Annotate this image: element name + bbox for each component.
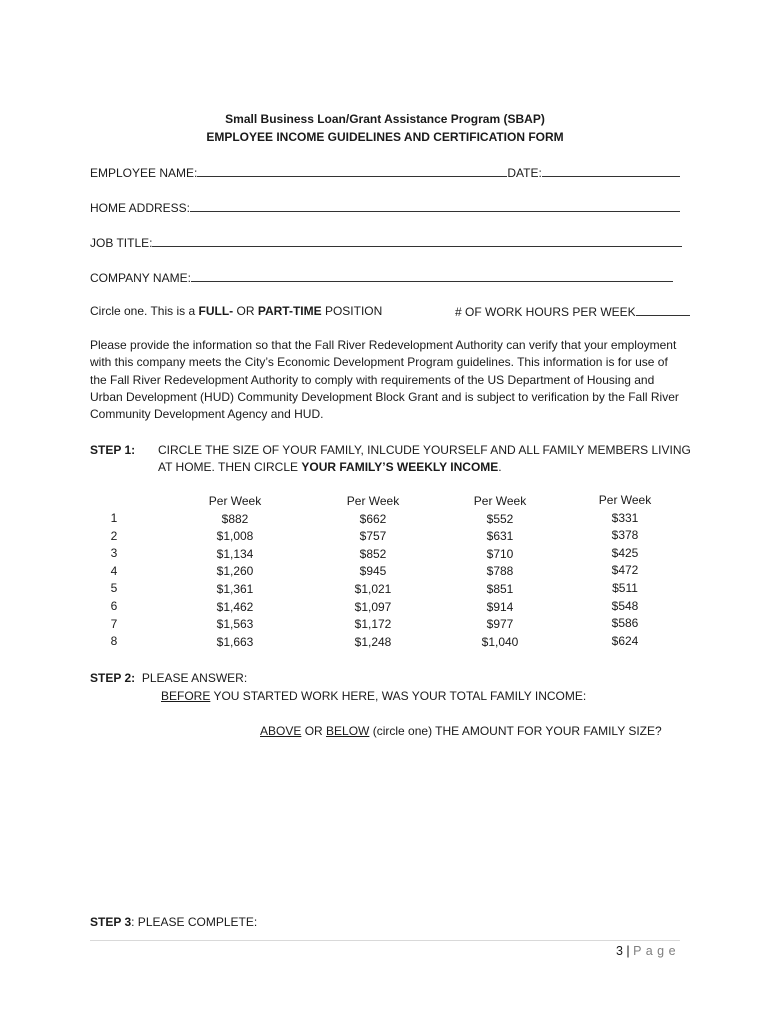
income-column-3: [455, 493, 545, 651]
page-word: P a g e: [633, 944, 677, 958]
job-title-row: [90, 235, 682, 251]
income-cell[interactable]: $788: [486, 564, 514, 579]
income-cell[interactable]: $472: [611, 563, 639, 578]
step2-label: STEP 2:: [90, 671, 136, 685]
above-option[interactable]: ABOVE: [260, 724, 302, 738]
below-option[interactable]: BELOW: [326, 724, 370, 738]
part-time-option[interactable]: PART-TIME: [257, 304, 322, 318]
work-hours-label: # OF WORK HOURS PER WEEK: [455, 305, 636, 319]
family-size[interactable]: 4: [110, 563, 118, 578]
form-title-line1: Small Business Loan/Grant Assistance Program (SBAP): [225, 112, 545, 126]
or-text: OR: [301, 724, 327, 738]
employee-name-field[interactable]: [197, 165, 507, 177]
step3-header: [90, 915, 257, 930]
income-cell[interactable]: $977: [486, 617, 514, 632]
position-text: POSITION: [321, 304, 383, 318]
or-text: OR: [233, 304, 258, 318]
step1-line2: [158, 460, 502, 475]
family-size[interactable]: 7: [110, 616, 118, 631]
income-cell[interactable]: $1,040: [481, 634, 519, 649]
footer-divider: [90, 940, 680, 941]
income-cell[interactable]: $552: [486, 511, 514, 526]
income-cell[interactable]: $631: [486, 529, 514, 544]
income-cell[interactable]: $662: [359, 511, 387, 526]
income-column-2: [328, 493, 418, 651]
income-cell[interactable]: $710: [486, 546, 514, 561]
before-word: BEFORE: [161, 689, 211, 703]
family-size[interactable]: 2: [110, 528, 118, 543]
family-size[interactable]: 1: [110, 511, 118, 525]
income-cell[interactable]: $425: [611, 545, 639, 560]
column-header: Per Week: [473, 494, 527, 508]
step2-question-text: YOU STARTED WORK HERE, WAS YOUR TOTAL FAMILY INCOME:: [210, 689, 587, 703]
home-address-field[interactable]: [190, 200, 680, 212]
income-cell[interactable]: $914: [486, 599, 514, 614]
step1-line2-suffix: .: [498, 460, 502, 474]
step1-line2-bold: YOUR FAMILY’S WEEKLY INCOME: [301, 460, 499, 474]
income-cell[interactable]: $624: [611, 633, 639, 648]
page-footer: [616, 944, 676, 959]
income-cell[interactable]: $1,462: [216, 599, 254, 614]
work-hours-field[interactable]: [636, 304, 690, 316]
income-cell[interactable]: $1,097: [354, 599, 392, 614]
income-cell[interactable]: $1,361: [216, 581, 254, 596]
income-cell[interactable]: $851: [486, 581, 514, 596]
income-cell[interactable]: $378: [611, 528, 639, 543]
date-label: DATE:: [507, 166, 542, 180]
page-separator: |: [622, 944, 634, 958]
income-column-1: [190, 493, 280, 651]
company-name-row: [90, 270, 673, 286]
family-size[interactable]: 5: [110, 581, 118, 596]
income-cell[interactable]: $1,172: [354, 617, 392, 632]
income-cell[interactable]: $1,021: [354, 581, 392, 596]
step1-line1: CIRCLE THE SIZE OF YOUR FAMILY, INLCUDE YOURSELF AND ALL FAMILY MEMBERS LIVING: [158, 443, 691, 457]
income-cell[interactable]: $1,260: [216, 564, 254, 579]
job-title-label: JOB TITLE:: [90, 236, 153, 250]
intro-paragraph: Please provide the information so that the Fall River Redevelopment Authority can verify that your employment with this company meets the City’s Economic Development Program guidelines. This information is for use of the Fall River Redevelopment Authority to comply with requirements of the US Department of Housing and Urban Development (HUD) Community Development Block Grant and is subject to verification by the Fall River Community Development Agency and HUD.: [90, 338, 679, 422]
employee-name-row: [90, 165, 680, 181]
step2-header: [90, 671, 247, 686]
company-name-field[interactable]: [191, 270, 673, 282]
income-cell[interactable]: $1,134: [216, 546, 254, 561]
page-number: 3: [616, 944, 623, 958]
income-cell[interactable]: $757: [359, 529, 387, 544]
family-size[interactable]: 3: [110, 546, 118, 561]
step1-line2-prefix: AT HOME. THEN CIRCLE: [158, 460, 302, 474]
date-field[interactable]: [542, 165, 680, 177]
income-cell[interactable]: $882: [221, 511, 249, 526]
form-title-line2: EMPLOYEE INCOME GUIDELINES AND CERTIFICATION FORM: [206, 130, 564, 144]
step2-answer-suffix: (circle one) THE AMOUNT FOR YOUR FAMILY SIZE?: [369, 724, 662, 738]
step3-prompt: : PLEASE COMPLETE:: [131, 915, 258, 929]
income-cell[interactable]: $1,663: [216, 634, 254, 649]
step3-label: STEP 3: [90, 915, 132, 929]
income-cell[interactable]: $511: [612, 580, 638, 595]
income-column-4: [580, 492, 670, 650]
step2-answer-row: [260, 724, 662, 739]
income-cell[interactable]: $548: [611, 598, 639, 613]
work-hours-row: [455, 304, 690, 320]
family-size[interactable]: 8: [110, 634, 118, 649]
full-time-option[interactable]: FULL-: [198, 304, 234, 318]
company-name-label: COMPANY NAME:: [90, 271, 191, 285]
income-cell[interactable]: $1,248: [354, 634, 392, 649]
job-title-field[interactable]: [152, 235, 682, 247]
step2-question: [161, 689, 586, 704]
home-address-label: HOME ADDRESS:: [90, 201, 191, 215]
step1-label: STEP 1:: [90, 443, 136, 457]
home-address-row: [90, 200, 680, 216]
income-cell[interactable]: $331: [611, 510, 639, 525]
employee-name-label: EMPLOYEE NAME:: [90, 166, 198, 180]
income-cell[interactable]: $586: [611, 616, 639, 631]
family-size-column: [104, 510, 124, 651]
column-header: Per Week: [598, 493, 652, 507]
step2-prompt: PLEASE ANSWER:: [141, 671, 248, 685]
position-type-row: [90, 304, 382, 319]
circle-one-text: Circle one. This is a: [90, 304, 199, 318]
income-cell[interactable]: $1,008: [216, 529, 254, 544]
family-size[interactable]: 6: [110, 598, 118, 613]
income-cell[interactable]: $945: [359, 564, 387, 579]
column-header: Per Week: [208, 494, 262, 508]
income-cell[interactable]: $1,563: [216, 617, 254, 632]
income-cell[interactable]: $852: [359, 546, 387, 561]
column-header: Per Week: [346, 494, 400, 508]
